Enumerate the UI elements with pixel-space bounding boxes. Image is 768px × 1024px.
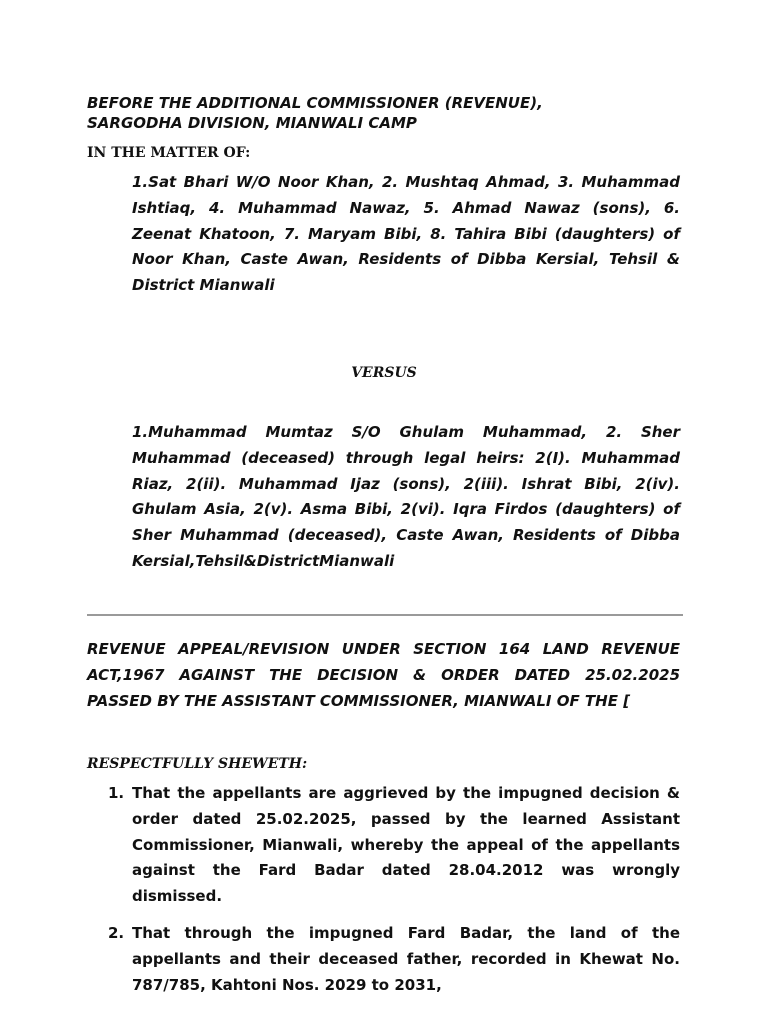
section-divider	[87, 614, 683, 616]
paragraph-text: That through the impugned Fard Badar, the land of the appellants and their deceased father, recorded in Khewat No. 787/785, Kahtoni Nos. 2029 to 2031,	[132, 923, 680, 994]
court-heading-line-2: SARGODHA DIVISION, MIANWALI CAMP	[87, 114, 417, 132]
numbered-paragraphs	[0, 781, 680, 1009]
list-item	[0, 781, 680, 910]
paragraph-number: 1.	[108, 784, 125, 802]
court-heading-line-1: BEFORE THE ADDITIONAL COMMISSIONER (REVENUE),	[87, 94, 543, 112]
paragraph-text: That the appellants are aggrieved by the impugned decision & order dated 25.02.2025, passed by the learned Assistant Commissioner, Mianwali, whereby the appeal of the appellants against the Fard Badar dated 28.04.2012 was wrongly dismissed.	[132, 784, 680, 906]
versus-label: VERSUS	[351, 365, 417, 381]
appellants-paragraph: 1.Sat Bhari W/O Noor Khan, 2. Mushtaq Ahmad, 3. Muhammad Ishtiaq, 4. Muhammad Nawaz, 5. Ahmad Nawaz (sons), 6. Zeenat Khatoon, 7. Maryam Bibi, 8. Tahira Bibi (daughters) of Noor Khan, Caste Awan, Residents of Dibba Kersial, Tehsil & District Mianwali	[132, 173, 680, 295]
appeal-subject: REVENUE APPEAL/REVISION UNDER SECTION 164 LAND REVENUE ACT,1967 AGAINST THE DECISION & ORDER DATED 25.02.2025 PASSED BY THE ASSISTANT COMMISSIONER, MIANWALI OF THE [	[87, 640, 680, 710]
sheweth-label: RESPECTFULLY SHEWETH:	[87, 756, 308, 772]
matter-label: IN THE MATTER OF:	[87, 145, 251, 161]
list-item	[0, 921, 680, 998]
court-heading	[87, 93, 687, 133]
paragraph-number: 2.	[108, 923, 125, 942]
respondents-paragraph: 1.Muhammad Mumtaz S/O Ghulam Muhammad, 2. Sher Muhammad (deceased) through legal heirs: 2(I). Muhammad Riaz, 2(ii). Muhammad Ijaz (sons), 2(iii). Ishrat Bibi, 2(iv). Ghulam Asia, 2(v). Asma Bibi, 2(vi). Iqra Firdos (daughters) of Sher Muhammad (deceased), Caste Awan, Residents of Dibba Kersial,Tehsil&DistrictMianwali	[132, 423, 680, 570]
